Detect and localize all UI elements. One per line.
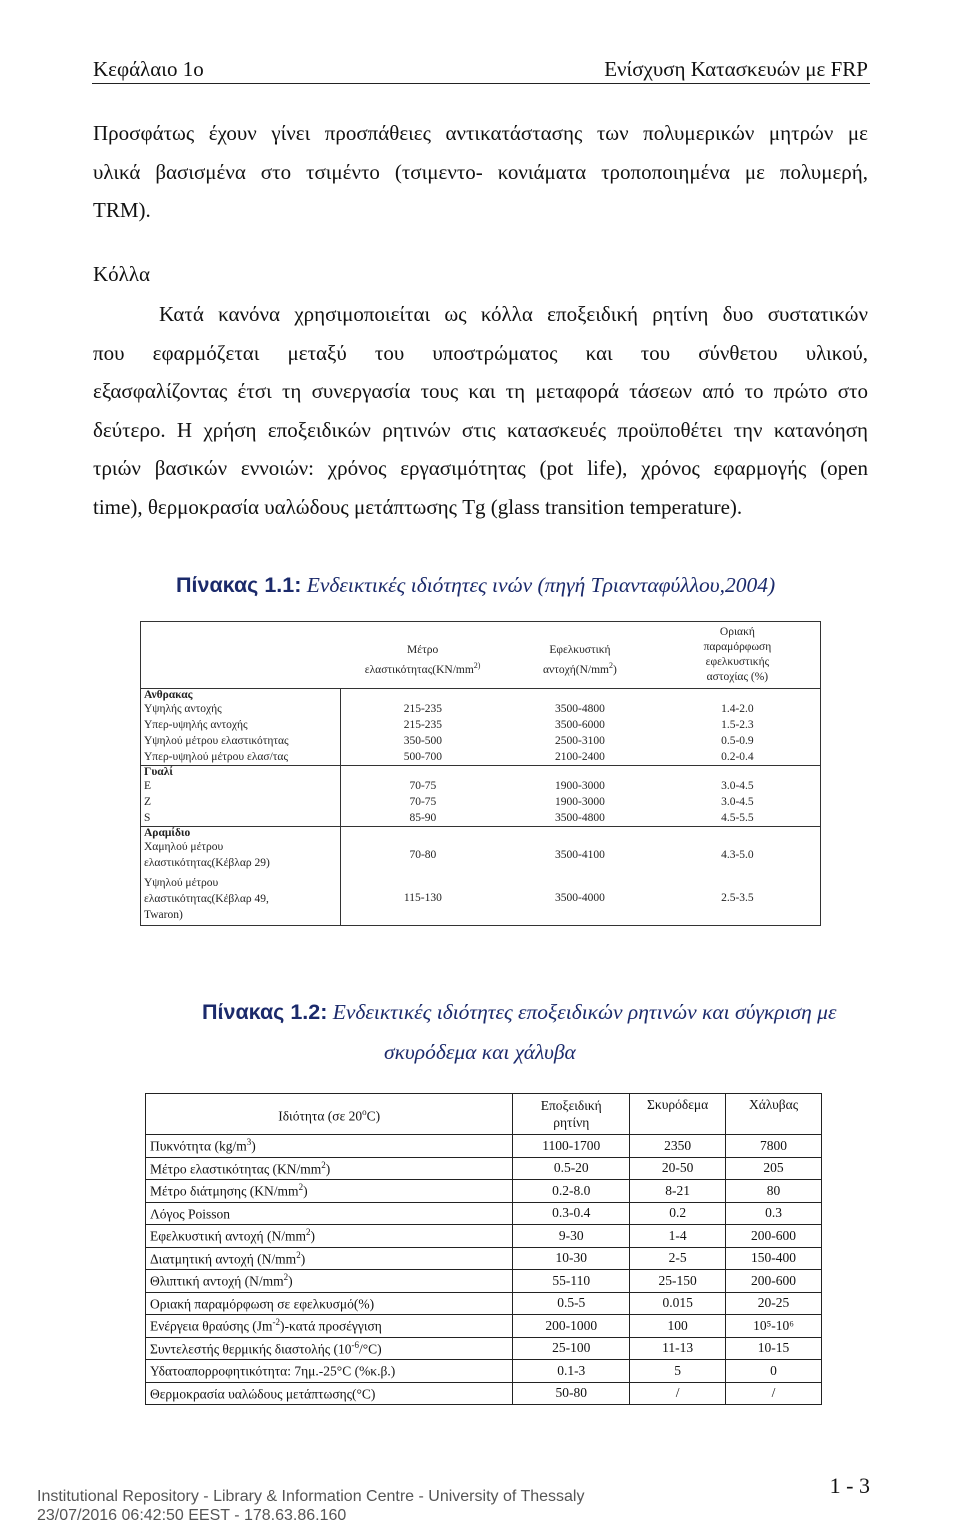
property-text: Θλιπτική αντοχή (N/mm [150,1273,284,1289]
steel-cell: 200-600 [726,1270,822,1293]
row-label: Υπερ-υψηλής αντοχής [141,717,341,733]
table2-caption [202,1000,836,1025]
header-sup: 2) [473,661,481,671]
property-cell [146,1157,513,1180]
header-text: αστοχίας (%) [706,671,769,683]
strain-cell: 3.0-4.5 [721,780,754,792]
body-line: Κατά κανόνα χρησιμοποιείται ως κόλλα εποξειδική ρητίνη δυο συστατικών [159,302,868,326]
property-sup: 2 [283,1272,289,1282]
header-text: Μέτρο [407,644,439,657]
row-label: Z [141,794,341,810]
property-text: ) [303,1183,308,1199]
modulus-cell: 70-75 [409,780,437,792]
strain-cell: 0.5-0.9 [721,735,754,747]
strain-cell: 0.2-0.4 [721,751,754,763]
header-rule [92,83,870,84]
header-text: εφελκυστικής [705,656,770,668]
property-text: ) [310,1228,315,1244]
page-number: 1 - 3 [829,1473,870,1498]
concrete-cell: 100 [630,1315,726,1338]
body-line: εξασφαλίζοντας έτσι τη συνεργασία τους και τη μεταφορά τάσεων από το πρώτο στο [93,379,868,403]
strain-cell: 1.5-2.3 [721,719,754,731]
concrete-cell: 2350 [630,1135,726,1158]
table2-body [146,1135,822,1405]
property-sup: 2 [296,1249,301,1260]
steel-cell: 80 [726,1180,822,1203]
property-text: Λόγος Poisson [150,1206,230,1221]
property-cell [146,1360,513,1383]
table-row [146,1225,822,1248]
property-text: ) [288,1273,293,1289]
modulus-cell: 70-75 [409,796,437,808]
row-label [141,871,341,926]
row-label-line: ελαστικότητας(Κέβλαρ 29) [144,857,270,869]
property-text: Ενέργεια θραύσης (Jm [150,1318,273,1334]
table-row [146,1382,822,1405]
property-cell [146,1315,513,1338]
table1-caption-text: Ενδεικτικές ιδιότητες ινών (πηγή Τριανταφύλλου,2004) [306,573,776,597]
concrete-cell: 1-4 [630,1225,726,1248]
table2-header-row [146,1094,822,1135]
property-text: Υδατοαπορροφητικότητα: 7ημ.-25°C (%κ.β.) [150,1363,396,1379]
property-sup: 2 [298,1182,304,1192]
property-text: ) [251,1138,256,1154]
epoxy-cell: 1100-1700 [513,1135,630,1158]
header-text: ) [612,663,617,676]
strength-cell: 1900-3000 [555,780,605,792]
table-row [146,1360,822,1383]
modulus-cell: 500-700 [403,751,443,763]
property-sup: -2 [272,1317,281,1327]
row-label: E [141,778,341,794]
header-text: αντοχή(N/mm [543,663,609,676]
property-cell [146,1292,513,1315]
strength-cell: 2100-2400 [555,751,605,763]
strength-cell: 3500-4000 [555,892,605,904]
concrete-cell: 2-5 [630,1247,726,1270]
group-name: Γυαλί [141,766,341,779]
steel-cell: 10-15 [726,1337,822,1360]
row-label-line: Υψηλού μέτρου [144,877,219,889]
concrete-cell: 20-50 [630,1157,726,1180]
table-row [146,1135,822,1158]
strength-cell: 3500-4800 [555,812,605,824]
strain-cell: 1.4-2.0 [721,703,754,715]
modulus-cell: 85-90 [409,812,437,824]
steel-header: Χάλυβας [726,1094,822,1135]
header-text: Εφελκυστική [549,644,611,657]
epoxy-cell: 55-110 [513,1270,630,1293]
property-text: Μέτρο διάτμησης (KN/mm [150,1183,299,1199]
table-row [141,871,821,926]
table-row [141,810,821,827]
strength-cell: 3500-6000 [555,719,605,731]
property-text: Οριακή παραμόρφωση σε εφελκυσμό(%) [150,1296,375,1311]
concrete-cell: 5 [630,1360,726,1383]
concrete-cell: 25-150 [630,1270,726,1293]
header-sup: 2 [608,661,613,671]
steel-cell: / [726,1382,822,1405]
epoxy-cell: 0.2-8.0 [513,1180,630,1203]
intro-line: TRM). [93,198,151,222]
strain-cell: 2.5-3.5 [721,892,754,904]
modulus-cell: 215-235 [403,719,443,731]
property-cell [146,1180,513,1203]
row-label: S [141,810,341,827]
property-sup: 3 [246,1137,252,1147]
property-sup: 2 [321,1159,326,1170]
timestamp-footer: 23/07/2016 06:42:50 EEST - 178.63.86.160 [37,1507,347,1524]
table-row [141,749,821,766]
epoxy-cell: 0.5-5 [513,1292,630,1315]
property-text: ) [325,1161,331,1176]
modulus-cell: 115-130 [403,892,442,904]
modulus-cell: 215-235 [403,703,443,715]
header-text: Ιδιότητα (σε 20 [278,1108,363,1124]
epoxy-cell: 0.1-3 [513,1360,630,1383]
epoxy-cell: 0.3-0.4 [513,1202,630,1225]
table-row [146,1180,822,1203]
property-cell [146,1202,513,1225]
group-row-aramid [141,827,821,840]
concrete-cell: / [630,1382,726,1405]
table-row [146,1247,822,1270]
property-text: Συντελεστής θερμικής διαστολής (10 [150,1341,352,1356]
steel-cell: 0 [726,1360,822,1383]
row-label [141,839,341,871]
epoxy-cell: 9-30 [513,1225,630,1248]
modulus-header [340,622,505,689]
property-text: ) [300,1251,306,1266]
strength-header [505,622,655,689]
chapter-header: Κεφάλαιο 1ο [93,57,204,81]
property-text: )-κατά προσέγγιση [280,1318,382,1334]
strength-cell: 1900-3000 [555,796,605,808]
table-row [146,1270,822,1293]
table1-caption-label: Πίνακας 1.1: [176,573,302,597]
concrete-cell: 8-21 [630,1180,726,1203]
body-paragraph [93,295,868,526]
table2-caption-label: Πίνακας 1.2: [202,1000,328,1024]
fiber-properties-table [140,621,821,926]
header-text: Οριακή [719,626,755,638]
book-title-header: Ενίσχυση Κατασκευών με FRP [604,57,868,81]
epoxy-cell: 10-30 [513,1247,630,1270]
section-heading: Κόλλα [93,262,151,286]
table-row [141,733,821,749]
steel-cell: 150-400 [726,1247,822,1270]
property-sup: -6 [351,1339,359,1350]
row-label: Υψηλού μέτρου ελαστικότητας [141,733,341,749]
table-row [141,839,821,871]
property-cell [146,1337,513,1360]
header-text: παραμόρφωση [703,641,772,653]
table-row [146,1315,822,1338]
body-line: time), θερμοκρασία υαλώδους μετάπτωσης Tg (glass transition temperature). [93,494,743,519]
epoxy-cell: 50-80 [513,1382,630,1405]
intro-paragraph [93,114,868,230]
body-line: δεύτερο. Η χρήση εποξειδικών ρητινών στις κατασκευές προϋποθέτει την κατανόηση [93,417,868,442]
table-row [141,717,821,733]
table-row [146,1157,822,1180]
table2-caption-line1: Ενδεικτικές ιδιότητες εποξειδικών ρητινών και σύγκριση με [332,1000,837,1024]
table1-header-row [141,622,821,689]
strain-cell: 4.3-5.0 [721,849,754,861]
strength-cell: 3500-4800 [555,703,605,715]
strain-cell: 3.0-4.5 [721,796,754,808]
steel-cell: 7800 [726,1135,822,1158]
group-name: Αραμίδιο [141,827,341,840]
header-text: ελαστικότητας(KN/mm [364,663,474,676]
strain-header [655,622,821,689]
property-cell [146,1135,513,1158]
table-row [141,701,821,717]
steel-cell: 205 [726,1157,822,1180]
epoxy-cell: 200-1000 [513,1315,630,1338]
property-cell [146,1270,513,1293]
modulus-cell: 350-500 [403,735,443,747]
repository-footer: Institutional Repository - Library & Information Centre - University of Thessaly [37,1488,585,1505]
group-name: Ανθρακας [141,689,341,702]
body-line: τριών βασικών εννοιών: χρόνος εργασιμότητας (pot life), χρόνος εφαρμογής (open [93,456,868,480]
concrete-cell: 0.2 [630,1202,726,1225]
property-text: Μέτρο ελαστικότητας (KN/mm [150,1161,322,1176]
header-text: C) [366,1108,381,1124]
property-text: /°C) [359,1341,382,1356]
row-label-line: Twaron) [144,909,183,921]
row-label: Υπερ-υψηλού μέτρου ελασ/τας [141,749,341,766]
property-cell [146,1225,513,1248]
group-row-carbon [141,689,821,702]
header-text: Εποξειδική [540,1098,602,1113]
strain-cell: 4.5-5.5 [721,812,754,824]
table2-caption-cont [384,1040,576,1065]
property-text: Θερμοκρασία υαλώδους μετάπτωσης(°C) [150,1386,376,1401]
table2-caption-line2: σκυρόδεμα και χάλυβα [384,1040,576,1064]
strength-cell: 3500-4100 [555,849,605,861]
intro-line: υλικά βασισμένα στο τσιμέντο (τσιμεντο- κονιάματα τροποποιημένα με πολυμερή, [93,159,868,184]
property-text: Εφελκυστική αντοχή (N/mm [150,1228,306,1244]
epoxy-cell: 0.5-20 [513,1157,630,1180]
modulus-cell: 70-80 [409,849,437,861]
group-row-glass [141,766,821,779]
property-header [146,1094,513,1135]
epoxy-comparison-table [145,1093,822,1405]
concrete-cell: 11-13 [630,1337,726,1360]
property-cell [146,1247,513,1270]
concrete-header: Σκυρόδεμα [630,1094,726,1135]
row-label: Υψηλής αντοχής [141,701,341,717]
header-sup: o [362,1106,367,1117]
row-label-line: Χαμηλού μέτρου [144,841,224,853]
steel-cell: 20-25 [726,1292,822,1315]
table1-caption [176,573,775,598]
steel-cell: 10⁵-10⁶ [726,1315,822,1338]
row-label-line: ελαστικότητας(Κέβλαρ 49, [144,893,269,905]
property-text: Διατμητική αντοχή (N/mm [150,1251,297,1266]
strength-cell: 2500-3100 [555,735,605,747]
steel-cell: 200-600 [726,1225,822,1248]
table-row [146,1337,822,1360]
epoxy-header [513,1094,630,1135]
steel-cell: 0.3 [726,1202,822,1225]
table-row [146,1292,822,1315]
table-row [141,778,821,794]
property-sup: 2 [305,1227,311,1237]
body-line: που εφαρμόζεται μεταξύ του υποστρώματος και του σύνθετου υλικού, [93,340,868,365]
property-cell [146,1382,513,1405]
header-text: ρητίνη [553,1115,590,1130]
concrete-cell: 0.015 [630,1292,726,1315]
epoxy-cell: 25-100 [513,1337,630,1360]
intro-line: Προσφάτως έχουν γίνει προσπάθειες αντικατάστασης των πολυμερικών μητρών με [93,121,868,145]
table-row [141,794,821,810]
table-row [146,1202,822,1225]
property-text: Πυκνότητα (kg/m [150,1138,247,1154]
